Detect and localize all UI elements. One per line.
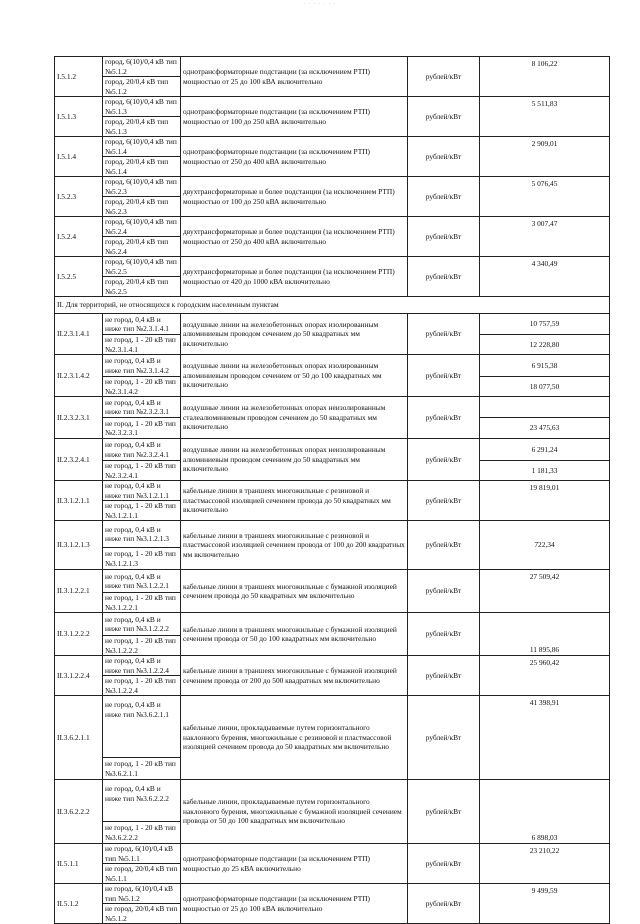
unit-cell: рублей/кВт xyxy=(408,439,480,481)
condition-line-2: не город, 1 - 20 кВ тип №2.3.2.4.1 xyxy=(103,461,181,481)
condition-line-1: город, 6(10)/0,4 кВ тип №5.2.3 xyxy=(103,177,181,197)
value-cell: 4 340,49 xyxy=(480,257,610,297)
value-cell: 5 511,83 xyxy=(480,97,610,137)
condition-line-2: город, 20/0,4 кВ тип №5.1.4 xyxy=(103,157,181,177)
row-code: II.2.3.1.4.1 xyxy=(55,314,103,355)
value-cell: 9 499,59 xyxy=(480,884,610,924)
condition-line-1: не город, 0,4 кВ и ниже тип №3.1.2.1.3 xyxy=(103,521,181,548)
condition-line-1: не город, 0,4 кВ и ниже тип №2.3.1.4.1 xyxy=(103,314,181,335)
row-code: II.3.1.2.1.1 xyxy=(55,481,103,521)
row-code: I.5.2.3 xyxy=(55,177,103,217)
condition-line-1: не город, 0,4 кВ и ниже тип №3.6.2.1.1 xyxy=(103,696,181,758)
row-code: I.5.1.2 xyxy=(55,57,103,97)
value-cell: 3 007,47 xyxy=(480,217,610,257)
row-code: II.3.1.2.2.2 xyxy=(55,613,103,656)
table-row xyxy=(55,57,610,77)
condition-line-2: город, 20/0,4 кВ тип №5.2.5 xyxy=(103,277,181,297)
unit-cell: рублей/кВт xyxy=(408,217,480,257)
row-description: двухтрансформаторные и более подстанции (за исключением РТП) мощностью от 100 до 250 кВА включительно xyxy=(181,177,408,217)
row-description: кабельные линии в траншеях многожильные с резиновой и пластмассовой изоляцией сечением провода от 100 до 200 квадратных мм включительно xyxy=(181,521,408,570)
value-cell: 722,34 xyxy=(480,521,610,570)
row-code: II.3.1.2.2.1 xyxy=(55,570,103,613)
condition-line-2: не город, 1 - 20 кВ тип №3.1.2.1.1 xyxy=(103,501,181,521)
unit-cell: рублей/кВт xyxy=(408,780,480,844)
condition-line-1: не город, 0,4 кВ и ниже тип №2.3.2.3.1 xyxy=(103,397,181,418)
condition-line-1: город, 6(10)/0,4 кВ тип №5.1.3 xyxy=(103,97,181,117)
unit-cell: рублей/кВт xyxy=(408,613,480,656)
row-description: воздушные линии на железобетонных опорах изолированным алюминиевым проводом сечением от 50 до 100 квадратных мм включительно xyxy=(181,355,408,397)
row-code: I.5.1.3 xyxy=(55,97,103,137)
condition-line-1: не город, 6(10)/0,4 кВ тип №5.1.2 xyxy=(103,884,181,904)
condition-line-1: не город, 0,4 кВ и ниже тип №3.1.2.2.1 xyxy=(103,570,181,593)
row-description: воздушные линии на железобетонных опорах неизолированным алюминиевым проводом сечением до 50 квадратных мм включительно xyxy=(181,439,408,481)
row-code: II.2.3.2.4.1 xyxy=(55,439,103,481)
condition-line-1: город, 6(10)/0,4 кВ тип №5.2.5 xyxy=(103,257,181,277)
condition-line-2: не город, 1 - 20 кВ тип №2.3.1.4.2 xyxy=(103,377,181,397)
table-row xyxy=(55,613,610,636)
condition-line-1: не город, 0,4 кВ и ниже тип №3.1.2.1.1 xyxy=(103,481,181,501)
condition-line-2: город, 20/0,4 кВ тип №5.2.4 xyxy=(103,237,181,257)
condition-line-2: не город, 1 - 20 кВ тип №3.1.2.1.3 xyxy=(103,548,181,570)
condition-line-2: не город, 1 - 20 кВ тип №3.1.2.2.4 xyxy=(103,676,181,696)
condition-line-2: не город, 1 - 20 кВ тип №3.6.2.1.1 xyxy=(103,758,181,780)
row-description: кабельные линии, прокладываемые путем горизонтального наклонного бурения, многожильные с резиновой и пластмассовой изоляцией сечением провода до 50 квадратных мм включительно xyxy=(181,696,408,780)
row-description: двухтрансформаторные и более подстанции (за исключением РТП) мощностью от 250 до 400 кВА включительно xyxy=(181,217,408,257)
unit-cell: рублей/кВт xyxy=(408,521,480,570)
row-code: II.3.6.2.1.1 xyxy=(55,696,103,780)
value-cell: 27 509,42 xyxy=(480,570,610,613)
value-cell: 41 398,91 xyxy=(480,696,610,780)
table-row xyxy=(55,137,610,157)
row-code: II.2.3.1.4.2 xyxy=(55,355,103,397)
row-code: I.5.2.5 xyxy=(55,257,103,297)
row-description: однотрансформаторные подстанции (за исключением РТП) мощностью от 250 до 400 кВА включительно xyxy=(181,137,408,177)
unit-cell: рублей/кВт xyxy=(408,656,480,696)
row-code: II.2.3.2.3.1 xyxy=(55,397,103,439)
unit-cell: рублей/кВт xyxy=(408,314,480,355)
condition-line-1: город, 6(10)/0,4 кВ тип №5.1.4 xyxy=(103,137,181,157)
condition-line-2: не город, 1 - 20 кВ тип №3.6.2.2.2 xyxy=(103,822,181,844)
section-heading: II. Для территорий, не относящихся к городским населенным пунктам xyxy=(55,297,610,314)
row-code: II.5.1.1 xyxy=(55,844,103,884)
unit-cell: рублей/кВт xyxy=(408,844,480,884)
row-description: воздушные линии на железобетонных опорах неизолированным сталеалюминиевым проводом сечением до 50 квадратных мм включительно xyxy=(181,397,408,439)
table-row xyxy=(55,355,610,377)
scan-mark: · · · · · · · xyxy=(303,2,337,7)
value-cell: 19 819,01 xyxy=(480,481,610,521)
condition-line-1: не город, 0,4 кВ и ниже тип №3.1.2.2.4 xyxy=(103,656,181,676)
section-heading-row xyxy=(55,297,610,314)
unit-cell: рублей/кВт xyxy=(408,177,480,217)
condition-line-1: не город, 0,4 кВ и ниже тип №2.3.2.4.1 xyxy=(103,439,181,461)
table-row xyxy=(55,884,610,904)
table-row xyxy=(55,481,610,501)
row-code: II.3.1.2.2.4 xyxy=(55,656,103,696)
table-row xyxy=(55,314,610,335)
value-cell-2: 23 475,63 xyxy=(480,418,610,439)
row-description: кабельные линии, прокладываемые путем горизонтального наклонного бурения, многожильные с бумажной изоляцией сечением провода от 50 до 100 квадратных мм включительно xyxy=(181,780,408,844)
value-cell-1: 6 915,38 xyxy=(480,355,610,377)
unit-cell: рублей/кВт xyxy=(408,97,480,137)
row-description: кабельные линии в траншеях многожильные с бумажной изоляцией сечением провода от 200 до 500 квадратных мм включительно xyxy=(181,656,408,696)
value-cell: 25 960,42 xyxy=(480,656,610,696)
condition-line-2: не город, 1 - 20 кВ тип №3.1.2.2.1 xyxy=(103,593,181,613)
row-description: кабельные линии в траншеях многожильные с бумажной изоляцией сечением провода до 50 квадратных мм включительно xyxy=(181,570,408,613)
table-row xyxy=(55,177,610,197)
value-cell: 23 210,22 xyxy=(480,844,610,884)
condition-line-1: город, 6(10)/0,4 кВ тип №5.1.2 xyxy=(103,57,181,77)
unit-cell: рублей/кВт xyxy=(408,884,480,924)
value-cell-2: 18 077,50 xyxy=(480,377,610,397)
tariff-table xyxy=(54,56,610,924)
condition-line-2: не город, 1 - 20 кВ тип №3.1.2.2.2 xyxy=(103,636,181,656)
table-row xyxy=(55,217,610,237)
value-cell-1 xyxy=(480,397,610,418)
value-cell-2: 12 228,80 xyxy=(480,335,610,355)
condition-line-1: город, 6(10)/0,4 кВ тип №5.2.4 xyxy=(103,217,181,237)
value-cell: 8 106,22 xyxy=(480,57,610,97)
unit-cell: рублей/кВт xyxy=(408,481,480,521)
condition-line-1: не город, 0,4 кВ и ниже тип №2.3.1.4.2 xyxy=(103,355,181,377)
row-description: кабельные линии в траншеях многожильные с бумажной изоляцией сечением провода от 50 до 100 квадратных мм включительно xyxy=(181,613,408,656)
table-row xyxy=(55,696,610,758)
value-cell: 2 909,01 xyxy=(480,137,610,177)
condition-line-1: не город, 0,4 кВ и ниже тип №3.1.2.2.2 xyxy=(103,613,181,636)
unit-cell: рублей/кВт xyxy=(408,397,480,439)
table-row xyxy=(55,439,610,461)
row-code: II.5.1.2 xyxy=(55,884,103,924)
row-description: двухтрансформаторные и более подстанции (за исключением РТП) мощностью от 420 до 1000 кВА включительно xyxy=(181,257,408,297)
row-description: однотрансформаторные подстанции (за исключением РТП) мощностью до 25 кВА включительно xyxy=(181,844,408,884)
table-row xyxy=(55,656,610,676)
row-description: кабельные линии в траншеях многожильные с резиновой и пластмассовой изоляцией сечением провода до 50 квадратных мм включительно xyxy=(181,481,408,521)
condition-line-2: город, 20/0,4 кВ тип №5.1.2 xyxy=(103,77,181,97)
condition-line-1: не город, 0,4 кВ и ниже тип №3.6.2.2.2 xyxy=(103,780,181,822)
row-description: однотрансформаторные подстанции (за исключением РТП) мощностью от 25 до 100 кВА включительно xyxy=(181,884,408,924)
table-row xyxy=(55,780,610,822)
value-cell-2: 1 181,33 xyxy=(480,461,610,481)
row-code: II.3.1.2.1.3 xyxy=(55,521,103,570)
table-row xyxy=(55,257,610,277)
condition-line-2: не город, 1 - 20 кВ тип №2.3.1.4.1 xyxy=(103,335,181,355)
unit-cell: рублей/кВт xyxy=(408,257,480,297)
table-row xyxy=(55,570,610,593)
condition-line-2: не город, 20/0,4 кВ тип №5.1.2 xyxy=(103,904,181,924)
condition-line-2: не город, 20/0,4 кВ тип №5.1.1 xyxy=(103,864,181,884)
row-description: воздушные линии на железобетонных опорах изолированным алюминиевым проводом сечением до 50 квадратных мм включительно xyxy=(181,314,408,355)
condition-line-2: не город, 1 - 20 кВ тип №2.3.2.3.1 xyxy=(103,418,181,439)
row-description: однотрансформаторные подстанции (за исключением РТП) мощностью от 25 до 100 кВА включительно xyxy=(181,57,408,97)
unit-cell: рублей/кВт xyxy=(408,137,480,177)
table-row xyxy=(55,844,610,864)
condition-line-1: не город, 6(10)/0,4 кВ тип №5.1.1 xyxy=(103,844,181,864)
value-cell-1: 6 291,24 xyxy=(480,439,610,461)
value-cell-1: 10 757,59 xyxy=(480,314,610,335)
table-row xyxy=(55,397,610,418)
table-row xyxy=(55,521,610,548)
value-cell: 6 898,03 xyxy=(480,780,610,844)
unit-cell: рублей/кВт xyxy=(408,355,480,397)
unit-cell: рублей/кВт xyxy=(408,696,480,780)
unit-cell: рублей/кВт xyxy=(408,570,480,613)
row-code: I.5.2.4 xyxy=(55,217,103,257)
value-cell: 11 895,86 xyxy=(480,613,610,656)
row-description: однотрансформаторные подстанции (за исключением РТП) мощностью от 100 до 250 кВА включительно xyxy=(181,97,408,137)
table-row xyxy=(55,97,610,117)
unit-cell: рублей/кВт xyxy=(408,57,480,97)
value-cell: 5 076,45 xyxy=(480,177,610,217)
row-code: II.3.6.2.2.2 xyxy=(55,780,103,844)
condition-line-2: город, 20/0,4 кВ тип №5.1.3 xyxy=(103,117,181,137)
condition-line-2: город, 20/0,4 кВ тип №5.2.3 xyxy=(103,197,181,217)
row-code: I.5.1.4 xyxy=(55,137,103,177)
